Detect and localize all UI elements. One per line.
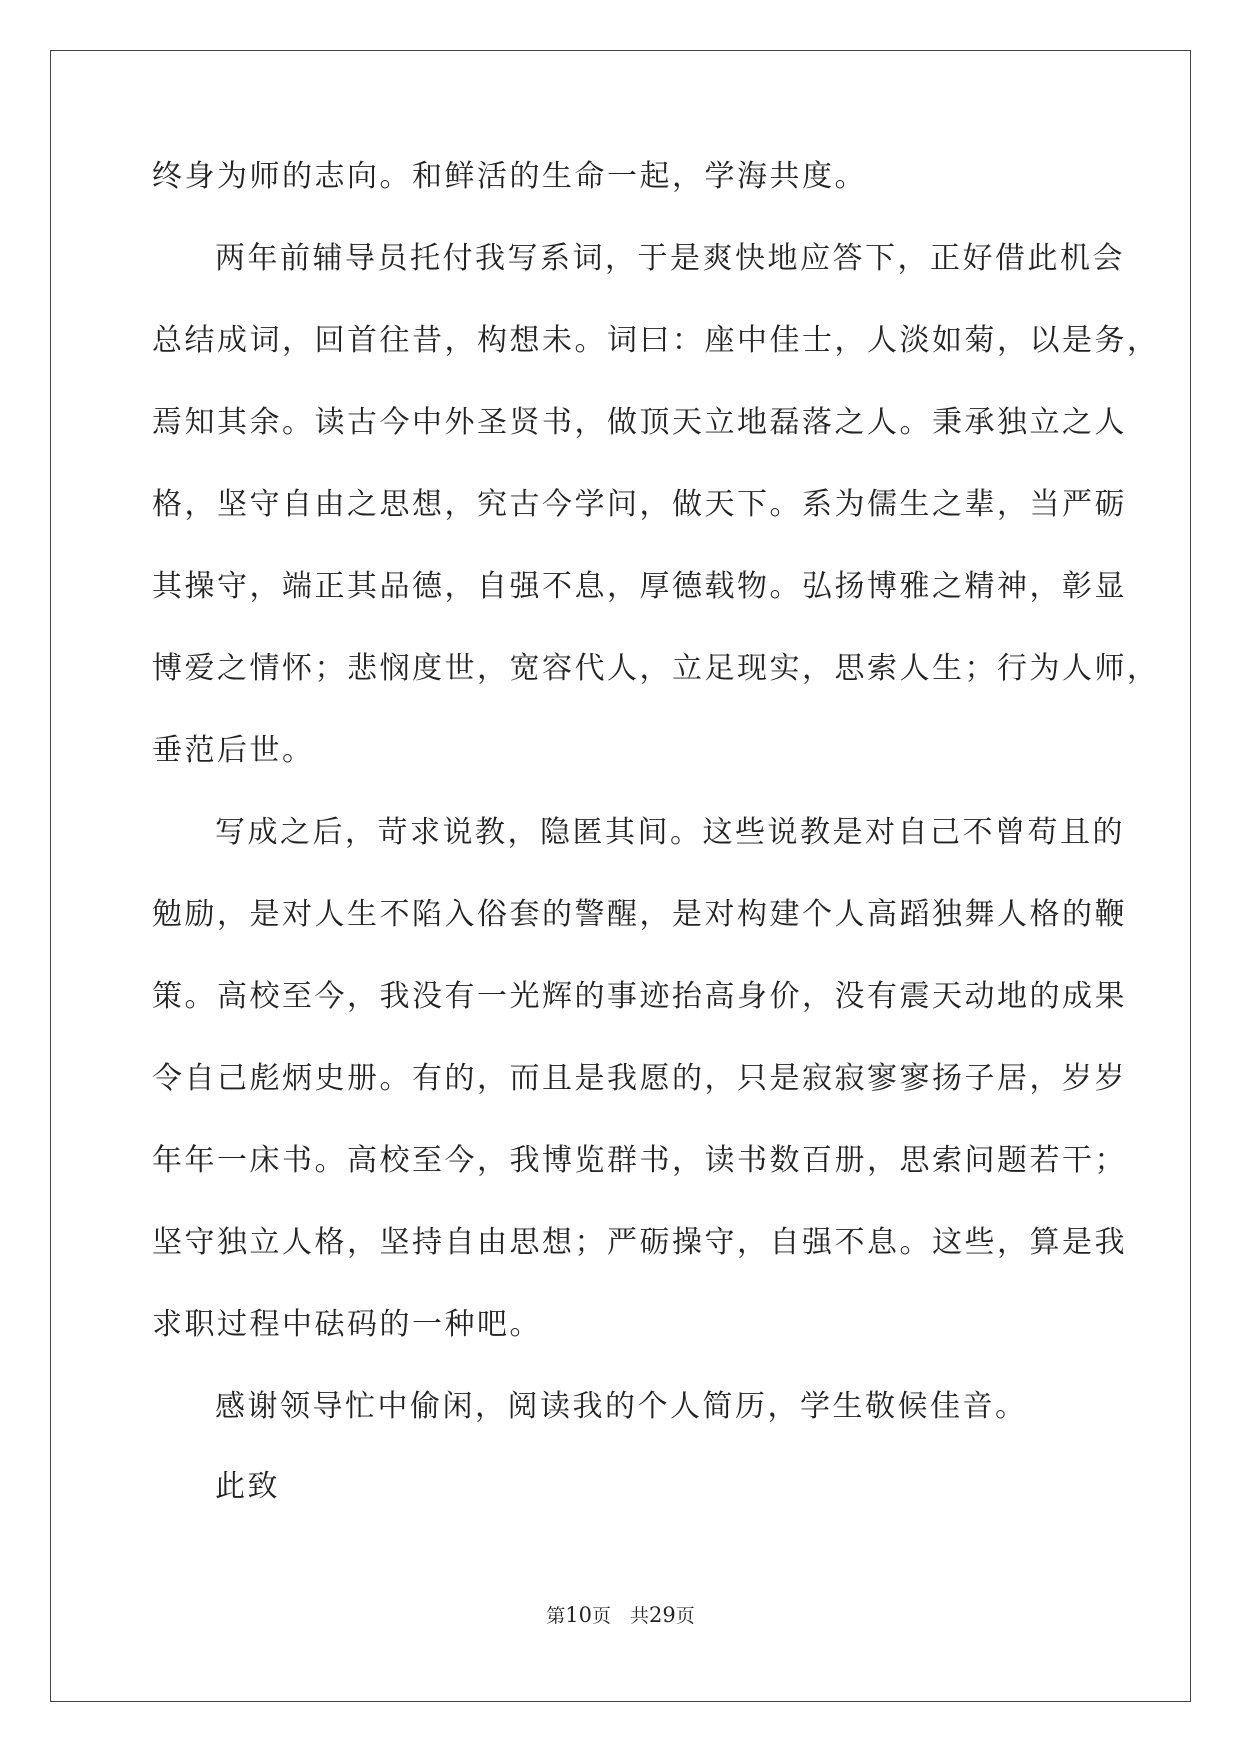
- text-line: 格，坚守自由之思想，究古今学问，做天下。系为儒生之辈，当严砺: [152, 487, 1127, 522]
- page-suffix: 页: [675, 1605, 695, 1627]
- text-line: 求职过程中砝码的一种吧。: [152, 1307, 542, 1342]
- page-middle: 页 共: [591, 1605, 649, 1627]
- text-line: 写成之后，苛求说教，隐匿其间。这些说教是对自己不曾苟且的: [215, 815, 1125, 850]
- closing-salutation: 此致: [215, 1469, 280, 1504]
- text-line: 年年一床书。高校至今，我博览群书，读书数百册，思索问题若干；: [152, 1143, 1127, 1178]
- text-line: 策。高校至今，我没有一光辉的事迹抬高身价，没有震天动地的成果: [152, 979, 1127, 1014]
- page-footer: [0, 1603, 1241, 1628]
- text-line: 勉励，是对人生不陷入俗套的警醒，是对构建个人高蹈独舞人格的鞭: [152, 897, 1127, 932]
- text-line: 总结成词，回首往昔，构想未。词曰：座中佳士，人淡如菊，以是务，: [152, 323, 1160, 358]
- total-page-number: 29: [649, 1603, 676, 1627]
- text-line: 博爱之情怀；悲悯度世，宽容代人，立足现实，思索人生；行为人师，: [152, 651, 1160, 686]
- text-line: 令自己彪炳史册。有的，而且是我愿的，只是寂寂寥寥扬子居，岁岁: [152, 1061, 1127, 1096]
- text-line: 坚守独立人格，坚持自由思想；严砺操守，自强不息。这些，算是我: [152, 1225, 1127, 1260]
- text-line: 垂范后世。: [152, 733, 315, 768]
- text-line: 终身为师的志向。和鲜活的生命一起，学海共度。: [152, 159, 867, 194]
- text-line: 焉知其余。读古今中外圣贤书，做顶天立地磊落之人。秉承独立之人: [152, 405, 1127, 440]
- text-line: 感谢领导忙中偷闲，阅读我的个人简历，学生敬候佳音。: [215, 1389, 1028, 1424]
- page-prefix: 第: [546, 1605, 566, 1627]
- text-line: 两年前辅导员托付我写系词，于是爽快地应答下，正好借此机会: [215, 241, 1125, 276]
- text-line: 其操守，端正其品德，自强不息，厚德载物。弘扬博雅之精神，彰显: [152, 569, 1127, 604]
- current-page-number: 10: [565, 1603, 592, 1627]
- document-body: [152, 159, 1160, 1554]
